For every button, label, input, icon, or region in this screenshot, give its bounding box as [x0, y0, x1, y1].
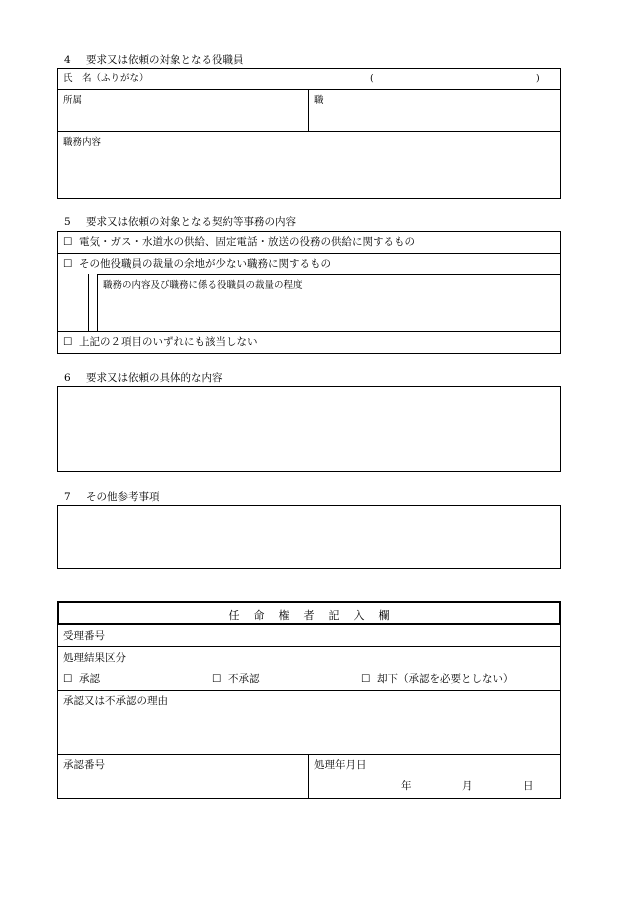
section-7-title [64, 489, 160, 504]
discretion-detail-label: 職務の内容及び職務に係る役職員の裁量の程度 [103, 280, 303, 291]
option-reject[interactable] [361, 674, 514, 685]
option-label: 不承認 [228, 673, 260, 685]
option-label: その他役職員の裁量の余地が少ない職務に関するもの [79, 258, 331, 270]
option-label: 承認 [79, 673, 100, 685]
checkbox-icon[interactable]: ☐ [63, 236, 73, 248]
furigana-close-paren: ) [536, 73, 540, 84]
day-label: 日 [523, 780, 534, 792]
divider [88, 274, 89, 331]
divider [57, 253, 561, 254]
section-number: 5 [64, 216, 71, 228]
approval-number-label: 承認番号 [63, 759, 105, 771]
option-disapprove[interactable] [212, 674, 260, 685]
name-label: 氏 名（ふりがな） [63, 73, 149, 84]
divider [57, 754, 561, 755]
section-4-title [64, 52, 244, 67]
divider [97, 274, 561, 275]
section-number: 7 [64, 491, 71, 503]
section-5-title [64, 214, 296, 229]
option-low-discretion[interactable] [63, 259, 331, 270]
section-number: 4 [64, 54, 71, 66]
divider [57, 89, 561, 90]
month-label: 月 [462, 780, 473, 792]
checkbox-icon[interactable]: ☐ [63, 673, 73, 685]
section-title-text: 要求又は依頼の具体的な内容 [86, 372, 223, 384]
divider [97, 274, 98, 331]
option-approve[interactable] [63, 674, 100, 685]
section-title-text: 要求又は依頼の対象となる役職員 [86, 54, 244, 66]
affiliation-label: 所属 [63, 95, 83, 106]
option-label: 上記の２項目のいずれにも該当しない [79, 336, 258, 348]
reason-label: 承認又は不承認の理由 [63, 695, 168, 707]
furigana-open-paren: ( [370, 73, 374, 84]
divider [57, 646, 561, 647]
appointer-title: 任命権者記入欄 [228, 609, 404, 622]
divider [57, 690, 561, 691]
section-title-text: その他参考事項 [86, 491, 160, 503]
option-utilities[interactable] [63, 237, 415, 248]
checkbox-icon[interactable]: ☐ [212, 673, 222, 685]
divider [57, 331, 561, 332]
divider [57, 131, 561, 132]
section-title-text: 要求又は依頼の対象となる契約等事務の内容 [86, 216, 296, 228]
checkbox-icon[interactable]: ☐ [63, 336, 73, 348]
option-neither[interactable] [63, 337, 258, 348]
checkbox-icon[interactable]: ☐ [361, 673, 371, 685]
year-label: 年 [401, 780, 412, 792]
section-number: 6 [64, 372, 71, 384]
duties-label: 職務内容 [63, 137, 102, 148]
result-category-label: 処理結果区分 [63, 652, 126, 664]
receipt-number-label: 受理番号 [63, 630, 105, 642]
divider [308, 89, 309, 131]
target-person-table [57, 68, 561, 199]
divider [308, 754, 309, 799]
request-content-box[interactable] [57, 386, 561, 472]
option-label: 却下（承認を必要としない） [377, 673, 514, 685]
section-6-title [64, 370, 223, 385]
processing-date-label: 処理年月日 [314, 759, 367, 771]
option-label: 電気・ガス・水道水の供給、固定電話・放送の役務の供給に関するもの [79, 236, 415, 248]
checkbox-icon[interactable]: ☐ [63, 258, 73, 270]
position-label: 職 [314, 95, 324, 106]
reference-notes-box[interactable] [57, 505, 561, 569]
